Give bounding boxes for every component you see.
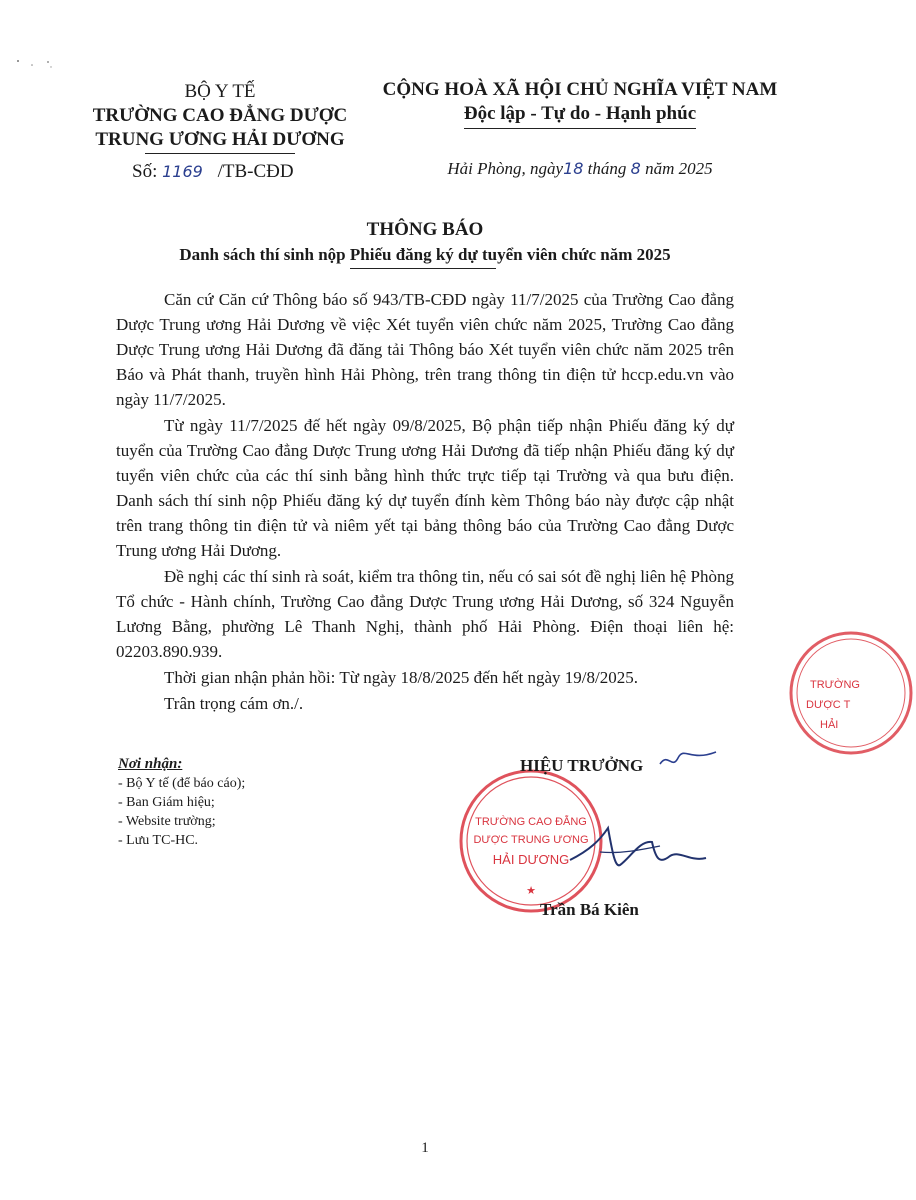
svg-text:★: ★ bbox=[526, 885, 536, 897]
scan-specks bbox=[10, 55, 70, 75]
school-name-line2: TRUNG ƯƠNG HẢI DƯƠNG bbox=[95, 129, 345, 150]
signer-title: HIỆU TRƯỞNG bbox=[520, 756, 644, 775]
national-motto: Độc lập - Tự do - Hạnh phúc bbox=[464, 102, 696, 129]
recipient-item: - Ban Giám hiệu; bbox=[118, 795, 215, 810]
handwritten-number: 1169 bbox=[162, 162, 203, 181]
recipient-item: - Website trường; bbox=[118, 814, 216, 829]
issue-date: Hải Phòng, ngày18 tháng 8 năm 2025 bbox=[447, 159, 713, 178]
svg-text:TRƯỜNG: TRƯỜNG bbox=[810, 679, 860, 691]
school-name-line1: TRƯỜNG CAO ĐẲNG DƯỢC bbox=[92, 105, 348, 126]
title-underline bbox=[350, 268, 496, 269]
initial-mark bbox=[658, 748, 718, 772]
handwritten-day: 18 bbox=[563, 159, 584, 178]
paragraph-feedback-time: Thời gian nhận phản hồi: Từ ngày 18/8/2025 đến hết ngày 19/8/2025. bbox=[164, 668, 638, 687]
paragraph-basis: Căn cứ Căn cứ Thông báo số 943/TB-CĐD ngày 11/7/2025 của Trường Cao đẳng Dược Trung ương Hải Dương về việc Xét tuyển viên chức năm 2025, Trường Cao đẳng Dược Trung ương Hải Dương đã đăng tải Thông báo Xét tuyển viên chức năm 2025 trên Báo và Phát thanh, truyền hình Hải Phòng, trên trang thông tin điện tử hccp.edu.vn vào ngày 11/7/2025. bbox=[116, 290, 734, 409]
notice-body bbox=[116, 287, 734, 717]
notice-subheading: Danh sách thí sinh nộp Phiếu đăng ký dự tuyển viên chức năm 2025 bbox=[179, 245, 671, 264]
national-header bbox=[370, 78, 790, 181]
nation-name: CỘNG HOÀ XÃ HỘI CHỦ NGHĨA VIỆT NAM bbox=[382, 79, 778, 100]
recipients-heading: Nơi nhận: bbox=[118, 756, 183, 772]
recipients-block bbox=[118, 755, 418, 850]
stamp-line2: DƯỢC TRUNG ƯƠNG bbox=[473, 834, 589, 846]
stamp-line1: TRƯỜNG CAO ĐẲNG bbox=[475, 816, 587, 828]
stamp-line3: HẢI DƯƠNG bbox=[492, 852, 570, 867]
ministry-name: BỘ Y TẾ bbox=[184, 81, 256, 102]
handwritten-month: 8 bbox=[630, 159, 641, 178]
paragraph-request: Đề nghị các thí sinh rà soát, kiểm tra thông tin, nếu có sai sót đề nghị liên hệ Phòng Tổ chức - Hành chính, Trường Cao đẳng Dược Trung ương Hải Dương, số 324 Nguyễn Lương Bằng, phường Lê Thanh Nghị, thành phố Hải Phòng. Điện thoại liên hệ: 02203.890.939. bbox=[116, 567, 734, 661]
recipient-item: - Lưu TC-HC. bbox=[118, 833, 199, 848]
handwritten-signature bbox=[560, 820, 710, 880]
issuer-underline bbox=[145, 153, 295, 154]
document-number: Số: 1169 /TB-CĐD bbox=[132, 161, 294, 182]
recipient-item: - Bộ Y tế (để báo cáo); bbox=[118, 776, 246, 791]
page-number: 1 bbox=[421, 1140, 429, 1156]
signer-name: Trần Bá Kiên bbox=[540, 900, 639, 919]
notice-heading: THÔNG BÁO bbox=[366, 219, 484, 240]
notice-title-block bbox=[0, 217, 850, 267]
svg-text:DƯỢC T: DƯỢC T bbox=[806, 699, 851, 711]
paragraph-receipt: Từ ngày 11/7/2025 đế hết ngày 09/8/2025, Bộ phận tiếp nhận Phiếu đăng ký dự tuyển của Trường Cao đẳng Dược Trung ương Hải Dương đã tiếp nhận Phiếu đăng ký dự tuyển viên chức của các thí sinh bằng hình thức trực tiếp tại Trường và qua bưu điện. Danh sách thí sinh nộp Phiếu đăng ký dự tuyển đính kèm Thông báo này được cập nhật trên trang thông tin điện tử và niêm yết tại bảng thông báo của Trường Cao đẳng Dược Trung ương Hải Dương. bbox=[116, 416, 734, 560]
issuer-block bbox=[70, 80, 370, 184]
svg-text:HẢI: HẢI bbox=[820, 719, 839, 731]
edge-stamp bbox=[786, 628, 916, 758]
paragraph-thanks: Trân trọng cám ơn./. bbox=[164, 694, 304, 713]
